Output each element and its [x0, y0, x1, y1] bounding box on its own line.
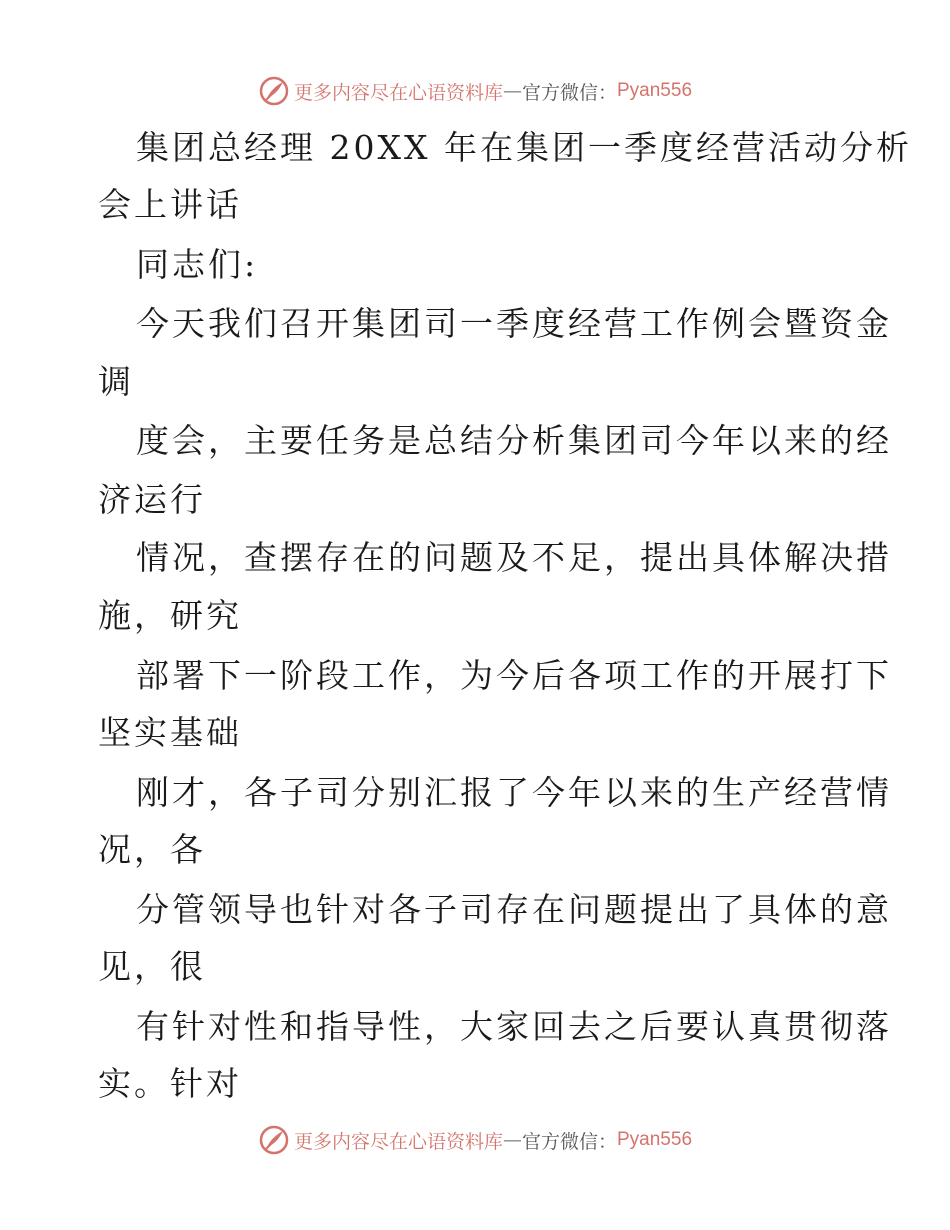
doc-line: 情况，查摆存在的问题及不足，提出具体解决措 — [136, 538, 892, 577]
doc-line: 刚才，各子司分别汇报了今年以来的生产经营情 — [136, 773, 892, 812]
banner-wechat-label: 官方微信： — [521, 81, 617, 104]
banner-main-text: 更多内容尽在心语资料库 — [293, 81, 503, 104]
doc-line: 济运行 — [98, 480, 206, 519]
doc-line: 分管领导也针对各子司存在问题提出了具体的意 — [136, 890, 892, 929]
doc-line: 同志们: — [136, 245, 259, 284]
doc-line: 见，很 — [98, 947, 206, 986]
doc-line: 施，研究 — [98, 596, 242, 635]
footer-banner — [0, 1120, 950, 1160]
banner-wechat-handle: Pyan556 — [617, 1129, 693, 1150]
header-banner — [0, 71, 950, 111]
doc-line: 调 — [98, 362, 134, 401]
doc-line: 况，各 — [98, 830, 206, 869]
banner-wechat-label: 官方微信： — [521, 1130, 617, 1153]
doc-line: 会上讲话 — [98, 185, 242, 224]
doc-line: 度会，主要任务是总结分析集团司今年以来的经 — [136, 421, 892, 460]
banner-separator: — — [502, 80, 522, 102]
doc-line: 坚实基础 — [98, 713, 242, 752]
doc-line: 今天我们召开集团司一季度经营工作例会暨资金 — [136, 304, 892, 343]
feather-logo-icon — [258, 75, 290, 107]
banner-wechat-handle: Pyan556 — [617, 80, 693, 101]
banner-separator: — — [502, 1129, 522, 1151]
doc-line: 实。针对 — [98, 1064, 242, 1103]
banner-main-text: 更多内容尽在心语资料库 — [293, 1130, 503, 1153]
doc-line: 集团总经理 20XX 年在集团一季度经营活动分析 — [136, 128, 912, 167]
doc-line: 有针对性和指导性，大家回去之后要认真贯彻落 — [136, 1007, 892, 1046]
feather-logo-icon — [258, 1124, 290, 1156]
doc-line: 部署下一阶段工作，为今后各项工作的开展打下 — [136, 656, 892, 695]
